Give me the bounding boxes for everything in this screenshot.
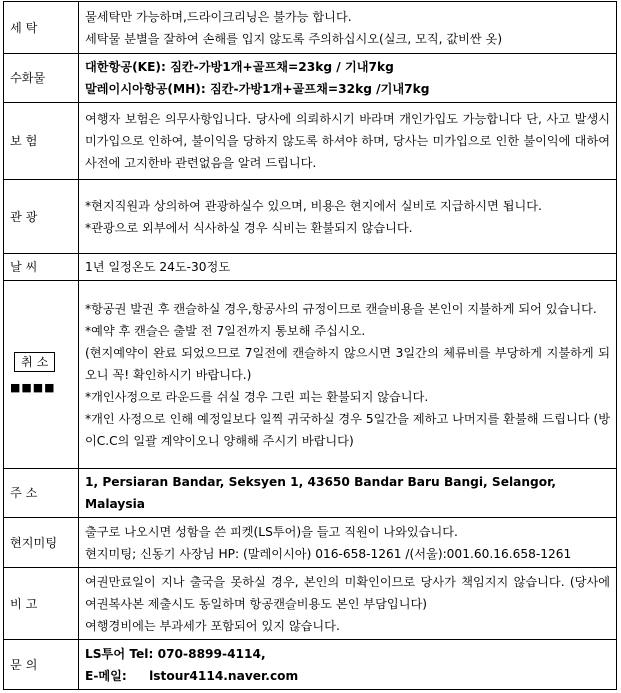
cancel-line: (현지예약이 완료 되었으므로 7일전에 캔슬하지 않으시면 3일간의 체류비를 부당하게 지불하게 되오니 꼭! 확인하시기 바랍니다.) <box>85 345 610 382</box>
content-insurance: 여행자 보험은 의무사항입니다. 당사에 의뢰하시기 바라며 개인가입도 가능합니다 단, 사고 발생시 미가입으로 인하여, 불이익을 당하지 않도록 하셔야 하며, 당사는 미가입으로 인한 불이익에 대하여 사전에 고지한바 관련없음을 알려 드립니다. <box>79 103 617 180</box>
row-address <box>4 469 617 518</box>
baggage-line: 대한항공(KE): 짐칸-가방1개+골프채=23kg / 기내7kg <box>85 60 394 74</box>
contact-email[interactable]: lstour4114.naver.com <box>149 668 299 683</box>
cancel-line: *예약 후 캔슬은 출발 전 7일전까지 통보해 주십시오. <box>85 323 366 338</box>
content-notes <box>79 568 617 640</box>
tour-line: *관광으로 외부에서 식사하실 경우 식비는 환불되지 않습니다. <box>85 220 413 235</box>
row-laundry <box>4 2 617 54</box>
row-contact <box>4 640 617 690</box>
label-cancel-cell <box>4 281 79 469</box>
content-cancel <box>79 281 617 469</box>
content-contact <box>79 640 617 690</box>
contact-email-label: E-메일: <box>85 668 127 683</box>
laundry-line: 세탁물 분별을 잘하여 손해를 입지 않도록 주의하십시오(실크, 모직, 값비싼 옷) <box>85 31 503 46</box>
row-weather <box>4 254 617 281</box>
label-address: 주 소 <box>4 469 79 518</box>
label-insurance: 보 험 <box>4 103 79 180</box>
contact-tel: LS투어 Tel: 070-8899-4114, <box>85 646 266 661</box>
row-meeting <box>4 518 617 568</box>
row-notes <box>4 568 617 640</box>
content-laundry <box>79 2 617 54</box>
tour-line: *현지직원과 상의하여 관광하실수 있으며, 비용은 현지에서 실비로 지급하시면 됩니다. <box>85 198 542 213</box>
meeting-line: 현지미팅; 신동기 사장님 HP: (말레이시아) 016-658-1261 /(서울):001.60.16.658-1261 <box>85 546 572 561</box>
content-weather: 1년 일정온도 24도-30정도 <box>79 254 617 281</box>
notes-extra: 여행경비에는 부과세가 포함되어 있지 않습니다. <box>85 618 340 633</box>
content-baggage <box>79 54 617 103</box>
label-baggage: 수화물 <box>4 54 79 103</box>
cancel-label-box: 취 소 <box>14 352 55 372</box>
baggage-line: 말레이시아항공(MH): 짐칸-가방1개+골프채=32kg /기내7kg <box>85 82 430 96</box>
content-address: 1, Persiaran Bandar, Seksyen 1, 43650 Bandar Baru Bangi, Selangor, Malaysia <box>79 469 617 518</box>
cancel-line: *항공권 발권 후 캔슬하실 경우,항공사의 규정이므로 캔슬비용을 본인이 지불하게 되어 있습니다. <box>85 301 597 316</box>
laundry-line: 물세탁만 가능하며,드라이크리닝은 불가능 합니다. <box>85 9 352 24</box>
label-contact: 문 의 <box>4 640 79 690</box>
label-meeting: 현지미팅 <box>4 518 79 568</box>
label-weather: 날 씨 <box>4 254 79 281</box>
row-cancel <box>4 281 617 469</box>
label-tour: 관 광 <box>4 180 79 254</box>
cancel-line: *개인사정으로 라운드를 쉬실 경우 그린 피는 환불되지 않습니다. <box>85 389 429 404</box>
label-notes: 비 고 <box>4 568 79 640</box>
row-baggage <box>4 54 617 103</box>
row-insurance <box>4 103 617 180</box>
meeting-line: 출구로 나오시면 성함을 쓴 피켓(LS투어)을 들고 직원이 나와있습니다. <box>85 524 458 539</box>
content-tour <box>79 180 617 254</box>
content-meeting <box>79 518 617 568</box>
label-laundry: 세 탁 <box>4 2 79 54</box>
contact-email-line <box>85 665 610 687</box>
notes-text: 여권만료일이 지나 출국을 못하실 경우, 본인의 미확인이므로 당사가 책임지지 않습니다. (당사에 여권복사본 제출시도 동일하며 항공캔슬비용도 본인 부담입니다) <box>85 574 610 611</box>
cancel-line: *개인 사정으로 인해 예정일보다 일찍 귀국하실 경우 5일간을 제하고 나머지를 환불해 드립니다 (방이C.C의 일괄 계약이오니 양해해 주시기 바랍니다) <box>85 411 610 448</box>
redacted-squares: ■■■■ <box>10 380 56 394</box>
travel-info-table <box>3 1 617 690</box>
row-tour <box>4 180 617 254</box>
